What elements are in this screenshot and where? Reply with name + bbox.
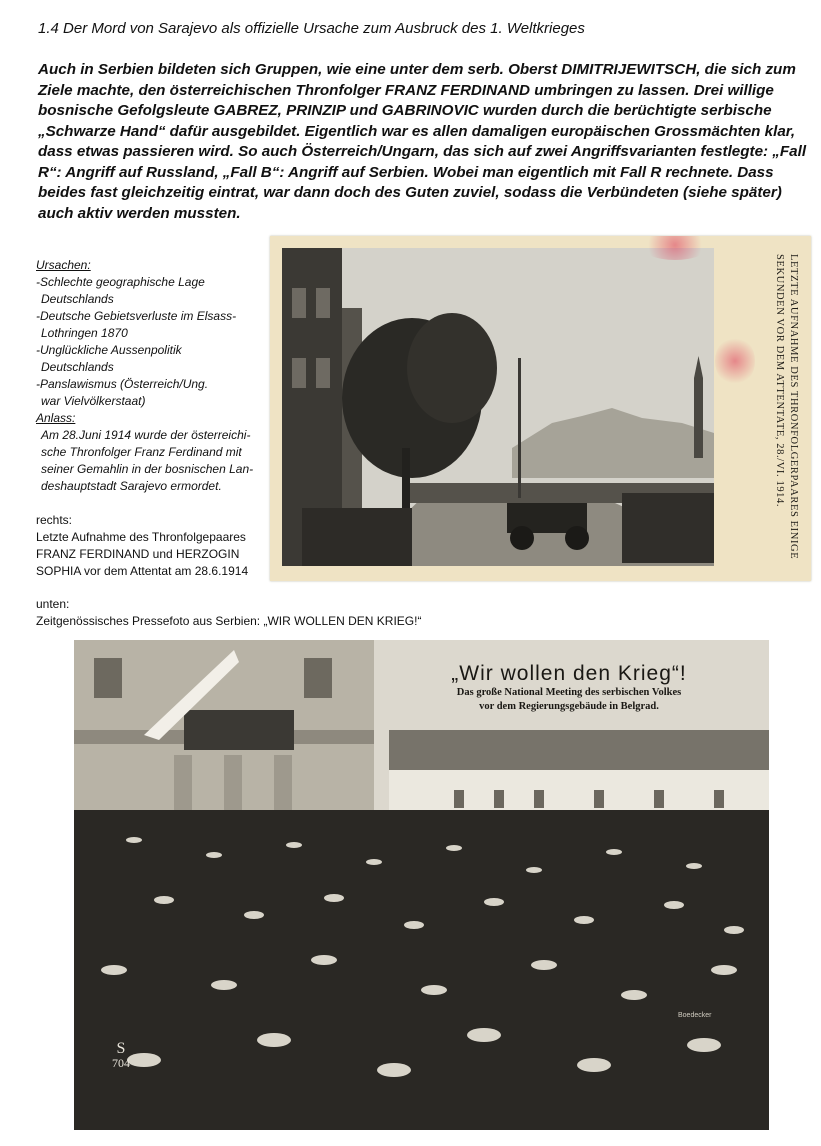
anlass-line: sche Thronfolger Franz Ferdinand mit	[41, 445, 242, 459]
ursachen-line: Lothringen 1870	[41, 326, 128, 340]
caption-line: Letzte Aufnahme des Thronfolgepaares	[36, 530, 246, 544]
plate-number-top: S	[116, 1040, 126, 1057]
caption-line: SOPHIA vor dem Attentat am 28.6.1914	[36, 564, 249, 578]
photographer-credit: Boedecker	[678, 1012, 712, 1019]
caption-line: unten:	[36, 597, 70, 611]
caption-below	[36, 596, 536, 630]
ursachen-line: -Deutsche Gebietsverluste im Elsass-	[36, 309, 237, 323]
ursachen-heading: Ursachen:	[36, 258, 91, 272]
ursachen-line: -Schlechte geographische Lage	[36, 275, 205, 289]
plate-number-bottom: 704	[112, 1056, 130, 1070]
sarajevo-postcard	[270, 236, 811, 581]
page-heading: 1.4 Der Mord von Sarajevo als offizielle Ursache zum Ausbruck des 1. Weltkrieges	[38, 20, 585, 37]
intro-line: Ziele machte, den österreichischen Thronfolger FRANZ FERDINAND umbringen zu lassen. Drei willige	[38, 81, 774, 99]
belgrade-press-photo	[74, 640, 769, 1130]
intro-line: „Schwarze Hand“ dafür ausgebildet. Eigentlich war es allen damaligen europäischen Grossmächten klar,	[38, 122, 796, 140]
press-photo-caption	[389, 662, 749, 714]
ursachen-line: war Vielvölkerstaat)	[41, 394, 146, 408]
anlass-heading: Anlass:	[36, 411, 76, 425]
anlass-line: deshauptstadt Sarajevo ermordet.	[41, 479, 222, 493]
caption-line: FRANZ FERDINAND und HERZOGIN	[36, 547, 240, 561]
intro-line: dass etwas passieren wird. So auch Österreich/Ungarn, das sich auf zwei Angriffsvarianten festlegte: „Fall	[38, 143, 807, 160]
inscription-line: SEKUNDEN VOR DEM ATTENTATE, 28./VI. 1914.	[774, 254, 785, 508]
ursachen-line: -Panslawismus (Österreich/Ung.	[36, 377, 209, 391]
anlass-line: Am 28.Juni 1914 wurde der österreichi-	[41, 428, 251, 442]
ursachen-line: Deutschlands	[41, 360, 114, 374]
ursachen-line: -Unglückliche Aussenpolitik	[36, 343, 182, 357]
caption-line: Zeitgenössisches Pressefoto aus Serbien: „WIR WOLLEN DEN KRIEG!“	[36, 614, 422, 628]
caption-right	[36, 512, 276, 580]
ursachen-line: Deutschlands	[41, 292, 114, 306]
anlass-line: seiner Gemahlin in der bosnischen Lan-	[41, 462, 254, 476]
press-photo-subtitle: vor dem Regierungsgebäude in Belgrad.	[479, 701, 659, 712]
causes-sidebar	[36, 257, 276, 495]
plate-number	[112, 1042, 130, 1070]
caption-line: rechts:	[36, 513, 73, 527]
intro-line: beides fast gleichzeitig eintrat, war dann doch des Guten zuviel, sodass die Verbündeten (siehe später)	[38, 184, 782, 201]
intro-line: Auch in Serbien bildeten sich Gruppen, wie eine unter dem serb. Oberst DIMITRIJEWITSCH, die sich zum	[38, 61, 796, 78]
intro-line: auch aktiv werden mussten.	[38, 204, 241, 222]
press-photo-subtitle: Das große National Meeting des serbischen Volkes	[456, 687, 682, 698]
inscription-line: LETZTE AUFNAHME DES THRONFOLGERPAARES EINIGE	[788, 254, 799, 560]
intro-line: bosnische Gefolgsleute GABREZ, PRINZIP und GABRINOVIC wurden durch die berüchtigte serbische	[38, 102, 772, 119]
intro-paragraph	[38, 60, 807, 224]
sarajevo-street-photo	[282, 248, 714, 566]
postcard-side-inscription	[740, 254, 800, 574]
intro-line: R“: Angriff auf Russland, „Fall B“: Angriff auf Serbien. Wobei man eigentlich mit Fall R rechnete. Dass	[38, 163, 774, 181]
press-photo-title: „Wir wollen den Krieg“!	[451, 662, 687, 685]
